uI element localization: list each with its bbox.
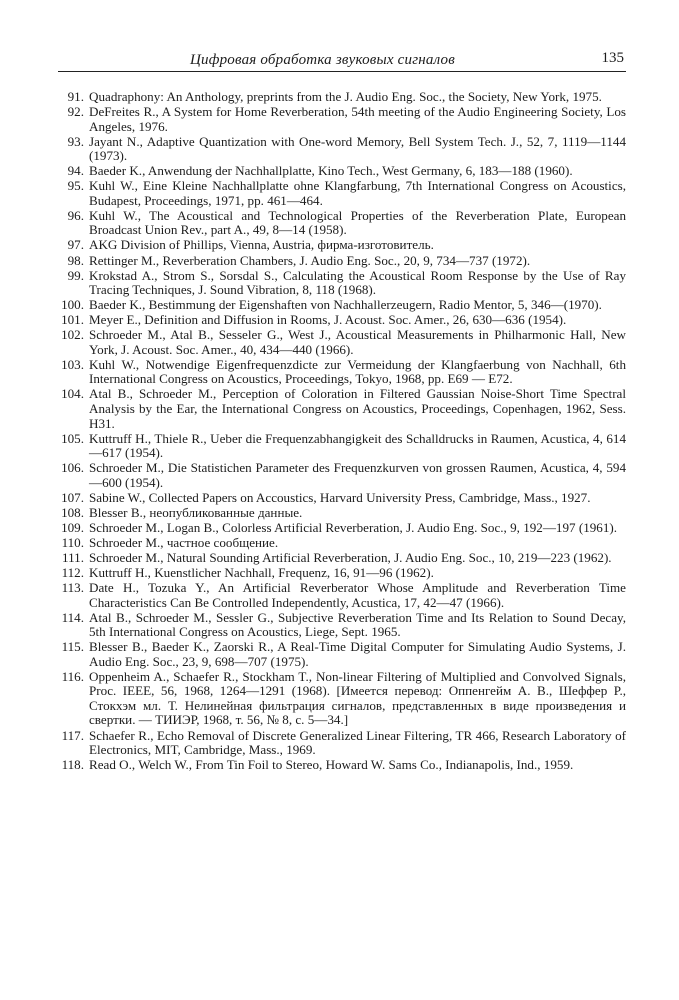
reference-item [56, 521, 626, 536]
reference-item [56, 611, 626, 640]
reference-item [56, 432, 626, 461]
reference-number: 94. [67, 163, 84, 179]
reference-number: 106. [61, 460, 84, 476]
reference-text: Schroeder M., Atal B., Sesseler G., West J., Acoustical Measurements in Philharmonic Hall, New York, J. Acoust. Soc. Amer., 40, 434—440 (1966). [89, 327, 626, 357]
reference-text: Schaefer R., Echo Removal of Discrete Generalized Linear Filtering, TR 466, Research Laboratory of Electronics, MIT, Cambridge, Mass., 1969. [89, 727, 626, 758]
reference-text: Sabine W., Collected Papers on Accoustics, Harvard University Press, Cambridge, Mass., 1927. [89, 489, 591, 505]
reference-item [56, 758, 626, 773]
reference-number: 107. [61, 489, 84, 505]
reference-number: 92. [67, 104, 84, 120]
reference-text: Baeder K., Bestimmung der Eigenshaften von Nachhallerzeugern, Radio Mentor, 5, 346—(1970). [89, 297, 602, 313]
reference-text: Rettinger M., Reverberation Chambers, J. Audio Eng. Soc., 20, 9, 734—737 (1972). [89, 252, 531, 268]
reference-item [56, 536, 626, 551]
reference-text: AKG Division of Phillips, Vienna, Austria, фирма-изготовитель. [89, 237, 434, 253]
reference-number: 96. [67, 207, 84, 223]
page-number: 135 [601, 50, 624, 66]
reference-number: 112. [61, 565, 84, 580]
reference-item [56, 566, 626, 581]
reference-text: Jayant N., Adaptive Quantization with One-word Memory, Bell System Tech. J., 52, 7, 1119—1144 (1973). [89, 133, 626, 164]
reference-number: 110. [61, 534, 84, 550]
reference-text: Meyer E., Definition and Diffusion in Rooms, J. Acoust. Soc. Amer., 26, 630—636 (1954). [89, 312, 567, 328]
reference-number: 111. [62, 549, 84, 565]
reference-number: 118. [61, 757, 84, 773]
reference-item [56, 491, 626, 506]
reference-text: Blesser B., Baeder K., Zaorski R., A Real-Time Digital Computer for Simulating Audio Systems, J. Audio Eng. Soc., 23, 9, 698—707 (1975). [89, 639, 626, 669]
reference-text: Kuttruff H., Thiele R., Ueber die Frequenzabhangigkeit des Schalldrucks in Raumen, Acustica, 4, 614—617 (1954). [89, 430, 626, 461]
reference-text: Baeder K., Anwendung der Nachhallplatte, Kino Tech., West Germany, 6, 183—188 (1960). [89, 163, 573, 179]
reference-text: Kuhl W., The Acoustical and Technological Properties of the Reverberation Plate, European Broadcast Union Rev., part A., 49, 8—14 (1958). [89, 207, 626, 238]
reference-number: 109. [61, 519, 84, 535]
reference-text: Atal B., Schroeder M., Perception of Coloration in Filtered Gaussian Noise-Short Time Spectral Analysis by the Ear, the International Congress on Acoustics, Proceedings, Copenhagen, 1962, Sess. H31. [89, 386, 626, 431]
reference-text: Oppenheim A., Schaefer R., Stockham T., Non-linear Filtering of Multiplied and Convolved Signals, Proc. IEEE, 56, 1968, 1264—1291 (1968). [Имеется перевод: Оппенгейм А. В., Шеффер Р., Стокхэм мл. Т. Нелинейная фильтрация сигналов, представленных в виде произведения и свертки. — ТИИЭР, 1968, т. 56, № 8, с. 5—34.] [89, 668, 626, 728]
reference-number: 102. [61, 327, 84, 343]
reference-item [56, 105, 626, 134]
reference-item [56, 328, 626, 357]
running-header [58, 50, 626, 72]
reference-number: 91. [67, 89, 84, 104]
reference-item [56, 581, 626, 610]
reference-item [56, 640, 626, 669]
reference-item [56, 461, 626, 490]
reference-item [56, 729, 626, 758]
reference-number: 114. [61, 609, 84, 625]
reference-item [56, 670, 626, 728]
reference-number: 105. [61, 430, 84, 446]
reference-number: 115. [61, 639, 84, 655]
reference-text: Atal B., Schroeder M., Sessler G., Subjective Reverberation Time and Its Relation to Sound Decay, 5th International Congress on Acoustics, Liege, Sept. 1965. [89, 609, 626, 640]
reference-item [56, 298, 626, 313]
reference-text: Date H., Tozuka Y., An Artificial Reverberator Whose Amplitude and Reverberation Time Characteristics Can Be Controlled Independently, Acustica, 17, 42—47 (1966). [89, 580, 626, 610]
reference-number: 100. [61, 297, 84, 313]
reference-item [56, 209, 626, 238]
reference-item [56, 164, 626, 179]
reference-item [56, 90, 626, 105]
reference-number: 108. [61, 504, 84, 520]
reference-text: Read O., Welch W., From Tin Foil to Stereo, Howard W. Sams Co., Indianapolis, Ind., 1959. [89, 757, 574, 773]
reference-text: Quadraphony: An Anthology, preprints from the J. Audio Eng. Soc., the Society, New York, 1975. [89, 89, 602, 104]
reference-text: Schroeder M., Natural Sounding Artificial Reverberation, J. Audio Eng. Soc., 10, 219—223 (1962). [89, 549, 612, 565]
reference-number: 95. [67, 178, 84, 194]
reference-item [56, 269, 626, 298]
reference-number: 116. [61, 668, 84, 684]
reference-item [56, 358, 626, 387]
running-title: Цифровая обработка звуковых сигналов [190, 52, 455, 68]
header-rule [58, 71, 626, 72]
reference-number: 103. [61, 356, 84, 372]
reference-text: DeFreites R., A System for Home Reverberation, 54th meeting of the Audio Engineering Society, Los Angeles, 1976. [89, 104, 626, 134]
reference-text: Kuhl W., Notwendige Eigenfrequenzdicte zur Vermeidung der Klangfaerbung von Nachhall, 6th International Congress on Acoustics, Proceedings, Tokyo, 1968, pp. E69 — E72. [89, 356, 626, 387]
reference-number: 104. [61, 386, 84, 402]
reference-text: Schroeder M., частное сообщение. [89, 534, 279, 550]
reference-text: Schroeder M., Die Statistichen Parameter des Frequenzkurven von grossen Raumen, Acustica, 4, 594—600 (1954). [89, 460, 626, 490]
reference-text: Kuhl W., Eine Kleine Nachhallplatte ohne Klangfarbung, 7th International Congress on Acoustics, Budapest, Proceedings, 1971, pp. 461—464. [89, 178, 626, 208]
reference-number: 113. [61, 580, 84, 596]
reference-item [56, 135, 626, 164]
reference-number: 97. [67, 237, 84, 253]
reference-text: Krokstad A., Strom S., Sorsdal S., Calculating the Acoustical Room Response by the Use of Ray Tracing Techniques, J. Sound Vibration, 8, 118 (1968). [89, 267, 626, 298]
reference-number: 101. [61, 312, 84, 328]
reference-number: 93. [67, 133, 84, 149]
reference-number: 98. [67, 252, 84, 268]
reference-text: Blesser B., неопубликованные данные. [89, 504, 303, 520]
reference-item [56, 254, 626, 269]
reference-text: Schroeder M., Logan B., Colorless Artificial Reverberation, J. Audio Eng. Soc., 9, 192—197 (1961). [89, 519, 618, 535]
reference-text: Kuttruff H., Kuenstlicher Nachhall, Frequenz, 16, 91—96 (1962). [89, 565, 434, 580]
reference-item [56, 506, 626, 521]
reference-number: 99. [67, 267, 84, 283]
reference-list [56, 90, 626, 773]
reference-item [56, 313, 626, 328]
reference-item [56, 551, 626, 566]
reference-item [56, 387, 626, 431]
reference-number: 117. [61, 727, 84, 743]
reference-item [56, 238, 626, 253]
reference-item [56, 179, 626, 208]
